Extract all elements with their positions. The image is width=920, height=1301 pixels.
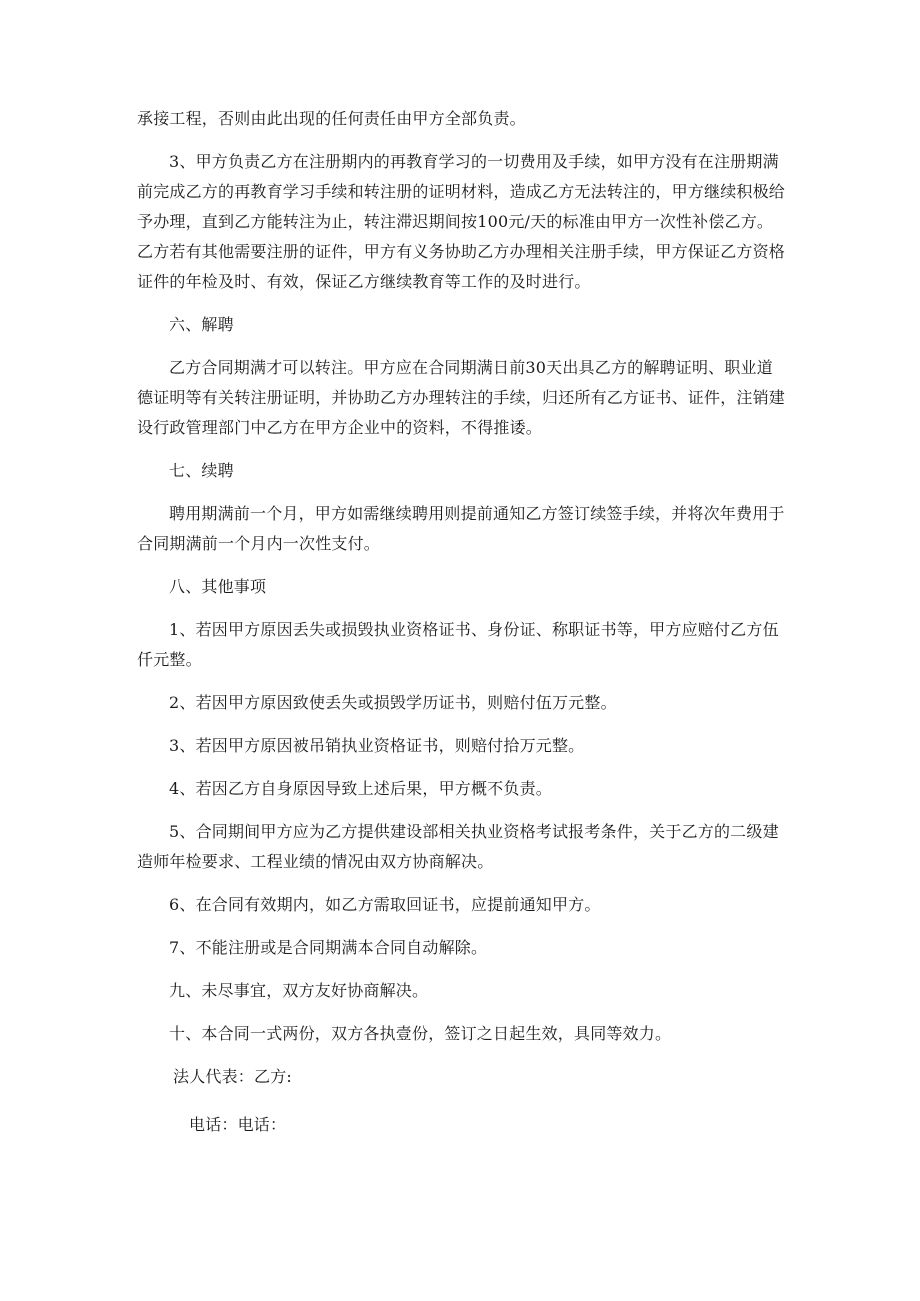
- paragraph-other-2: 2、若因甲方原因致使丢失或损毁学历证书，则赔付伍万元整。: [169, 693, 617, 712]
- section-heading-other-matters: 八、其他事项: [169, 577, 267, 596]
- signature-phone-line: 电话：电话：: [189, 1115, 287, 1134]
- paragraph-other-6: 6、在合同有效期内，如乙方需取回证书，应提前通知甲方。: [169, 895, 601, 914]
- paragraph-clause-3-training: 3、甲方负责乙方在注册期内的再教育学习的一切费用及手续，如甲方没有在注册期满前完成乙方的再教育学习手续和转注册的证明材料，造成乙方无法转注的，甲方继续积极给予办理，直到乙方能转注为止，转注滞迟期间按100元/天的标准由甲方一次性补偿乙方。乙方若有其他需要注册的证件，甲方有义务协助乙方办理相关注册手续，甲方保证乙方资格证件的年检及时、有效，保证乙方继续教育等工作的及时进行。: [137, 152, 786, 291]
- paragraph-clause-9: 九、未尽事宜，双方友好协商解决。: [169, 981, 429, 1000]
- paragraph-other-5: 5、合同期间甲方应为乙方提供建设部相关执业资格考试报考条件，关于乙方的二级建造师年检要求、工程业绩的情况由双方协商解决。: [137, 822, 779, 871]
- paragraph-other-4: 4、若因乙方自身原因导致上述后果，甲方概不负责。: [169, 779, 552, 798]
- paragraph-other-3: 3、若因甲方原因被吊销执业资格证书，则赔付拾万元整。: [169, 736, 585, 755]
- paragraph-other-7: 7、不能注册或是合同期满本合同自动解除。: [169, 938, 488, 957]
- paragraph-renewal: 聘用期满前一个月，甲方如需继续聘用则提前通知乙方签订续签手续，并将次年费用于合同期满前一个月内一次性支付。: [137, 504, 785, 553]
- paragraph-dismissal: 乙方合同期满才可以转注。甲方应在合同期满日前30天出具乙方的解聘证明、职业道德证明等有关转注册证明，并协助乙方办理转注的手续，归还所有乙方证书、证件，注销建设行政管理部门中乙方在甲方企业中的资料，不得推诿。: [137, 358, 786, 437]
- document-body: [137, 104, 787, 1153]
- paragraph-clause-10: 十、本合同一式两份，双方各执壹份，签订之日起生效，具同等效力。: [169, 1024, 672, 1043]
- paragraph-continuation: 承接工程，否则由此出现的任何责任由甲方全部负责。: [137, 109, 526, 128]
- section-heading-renewal: 七、续聘: [169, 461, 234, 480]
- paragraph-other-1: 1、若因甲方原因丢失或损毁执业资格证书、身份证、称职证书等，甲方应赔付乙方伍仟元整。: [137, 620, 779, 669]
- signature-representative-line: 法人代表：乙方:: [173, 1067, 292, 1086]
- section-heading-dismissal: 六、解聘: [169, 315, 234, 334]
